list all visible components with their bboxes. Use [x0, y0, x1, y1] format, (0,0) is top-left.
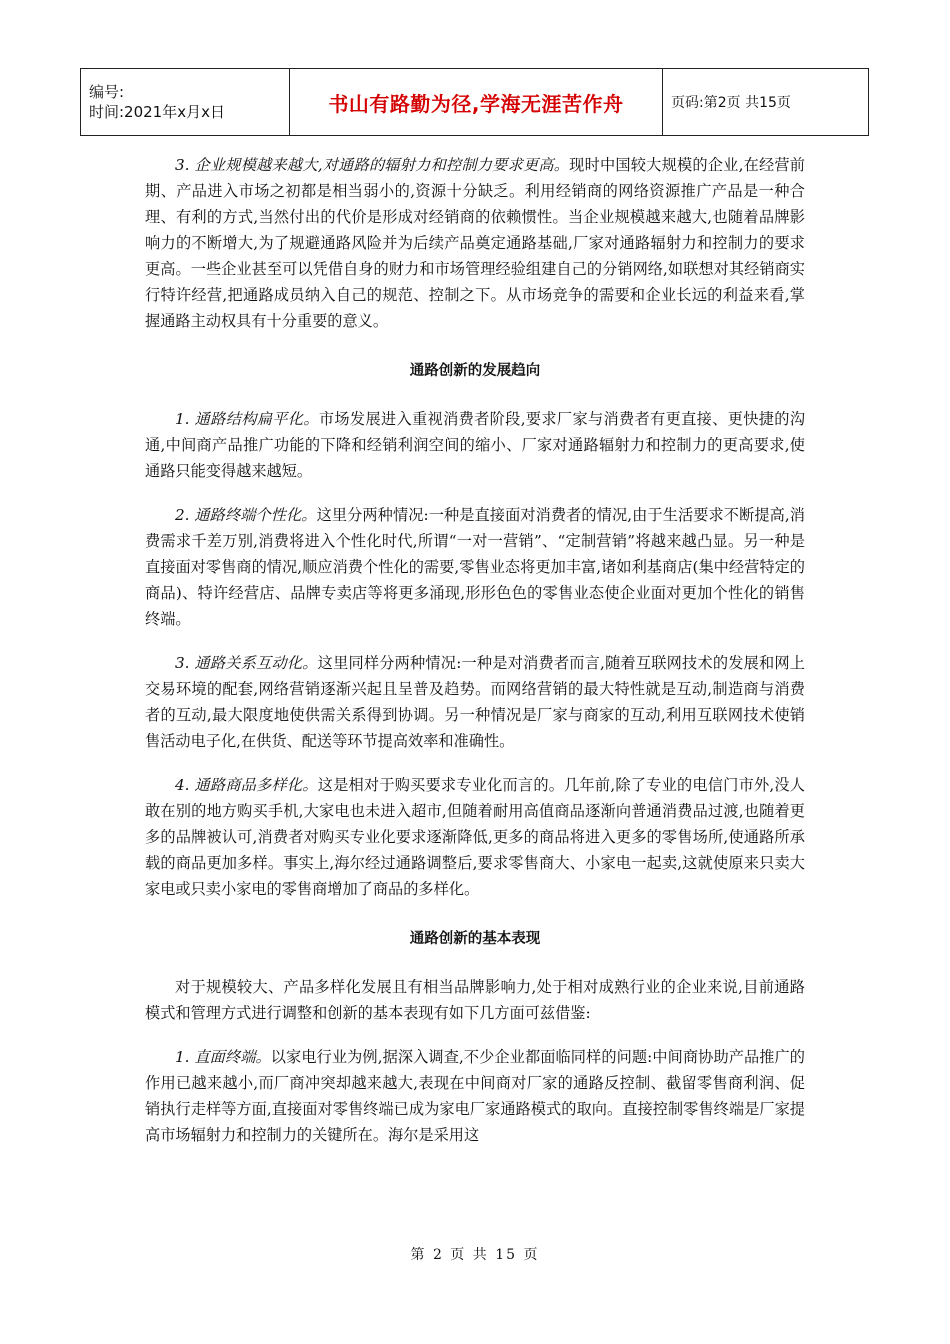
paragraph-lead: 3. 企业规模越来越大,对通路的辐射力和控制力要求更高。	[175, 156, 570, 174]
paragraph-lead: 3. 通路关系互动化。	[175, 654, 318, 672]
header-table	[80, 68, 869, 136]
document-body	[145, 152, 805, 1166]
header-motto: 书山有路勤为径,学海无涯苦作舟	[290, 69, 663, 136]
paragraph: 对于规模较大、产品多样化发展且有相当品牌影响力,处于相对成熟行业的企业来说,目前通路模式和管理方式进行调整和创新的基本表现有如下几方面可兹借鉴:	[145, 978, 805, 1022]
paragraph	[145, 1044, 805, 1148]
paragraph-lead: 4. 通路商品多样化。	[175, 776, 318, 794]
paragraph-text: 这里分两种情况:一种是直接面对消费者的情况,由于生活要求不断提高,消费需求千差万别,消费将进入个性化时代,所谓“一对一营销”、“定制营销”将越来越凸显。另一种是直接面对零售商的情况,顺应消费个性化的需要,零售业态将更加丰富,诸如利基商店(集中经营特定的商品)、特许经营店、品牌专卖店等将更多涌现,形形色色的零售业态使企业面对更加个性化的销售终端。	[145, 506, 805, 628]
document-time-label: 时间:2021年x月x日	[89, 103, 225, 121]
paragraph-lead: 1. 直面终端。	[175, 1048, 271, 1066]
paragraph-text: 这是相对于购买要求专业化而言的。几年前,除了专业的电信门市外,没人敢在别的地方购买手机,大家电也未进入超市,但随着耐用高值商品逐渐向普通消费品过渡,也随着更多的品牌被认可,消费者对购买专业化要求逐渐降低,更多的商品将进入更多的零售场所,使通路所承载的商品更加多样。事实上,海尔经过通路调整后,要求零售商大、小家电一起卖,这就使原来只卖大家电或只卖小家电的零售商增加了商品的多样化。	[145, 776, 805, 898]
paragraph	[145, 406, 805, 484]
paragraph-lead: 1. 通路结构扁平化。	[175, 410, 319, 428]
header-page-info: 页码:第2页 共15页	[663, 69, 869, 136]
paragraph-text: 市场发展进入重视消费者阶段,要求厂家与消费者有更直接、更快捷的沟通,中间商产品推广功能的下降和经销利润空间的缩小、厂家对通路辐射力和控制力的更高要求,使通路只能变得越来越短。	[145, 410, 806, 480]
section-heading: 通路创新的发展趋向	[409, 363, 541, 379]
paragraph-text: 这里同样分两种情况:一种是对消费者而言,随着互联网技术的发展和网上交易环境的配套,网络营销逐渐兴起且呈普及趋势。而网络营销的最大特性就是互动,制造商与消费者的互动,最大限度地使供需关系得到协调。另一种情况是厂家与商家的互动,利用互联网技术使销售活动电子化,在供货、配送等环节提高效率和准确性。	[145, 654, 805, 750]
document-number-label: 编号:	[89, 83, 125, 101]
paragraph	[145, 152, 805, 334]
page-footer: 第 2 页 共 15 页	[410, 1247, 540, 1263]
paragraph	[145, 772, 805, 902]
paragraph	[145, 502, 805, 632]
paragraph-text: 以家电行业为例,据深入调查,不少企业都面临同样的问题:中间商协助产品推广的作用已越来越小,而厂商冲突却越来越大,表现在中间商对厂家的通路反控制、截留零售商利润、促销执行走样等方面,直接面对零售终端已成为家电厂家通路模式的取向。直接控制零售终端是厂家提高市场辐射力和控制力的关键所在。海尔是采用这	[145, 1048, 805, 1144]
paragraph-lead: 2. 通路终端个性化。	[175, 506, 317, 524]
header-meta	[81, 69, 290, 136]
section-heading: 通路创新的基本表现	[409, 931, 541, 947]
paragraph-text: 现时中国较大规模的企业,在经营前期、产品进入市场之初都是相当弱小的,资源十分缺乏。利用经销商的网络资源推广产品是一种合理、有利的方式,当然付出的代价是形成对经销商的依赖惯性。当企业规模越来越大,也随着品牌影响力的不断增大,为了规避通路风险并为后续产品奠定通路基础,厂家对通路辐射力和控制力的要求更高。一些企业甚至可以凭借自身的财力和市场管理经验组建自己的分销网络,如联想对其经销商实行特许经营,把通路成员纳入自己的规范、控制之下。从市场竞争的需要和企业长远的利益来看,掌握通路主动权具有十分重要的意义。	[145, 156, 805, 330]
paragraph	[145, 650, 805, 754]
